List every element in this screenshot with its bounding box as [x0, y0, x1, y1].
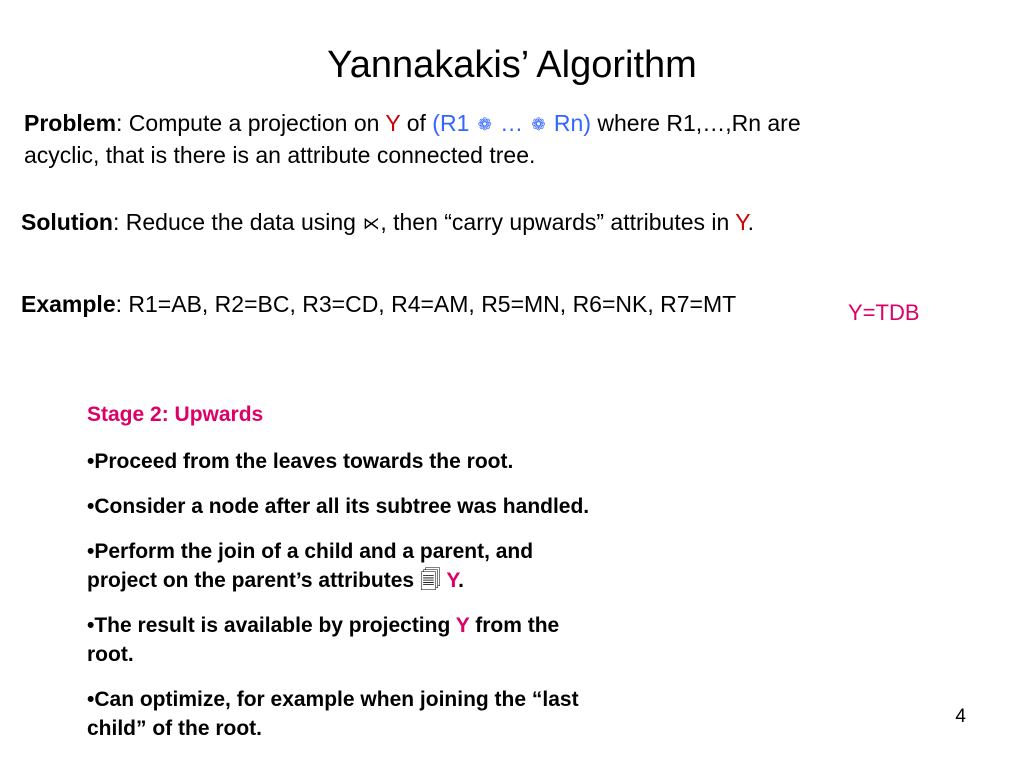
stage-heading: Stage 2: Upwards: [87, 403, 264, 426]
solution-label: Solution: [21, 209, 113, 235]
bullet-leaves: •Proceed from the leaves towards the root.: [87, 450, 514, 473]
bullet-optimize-line-2: child” of the root.: [87, 717, 262, 740]
bullet-optimize-line-1: •Can optimize, for example when joining the “last: [87, 688, 579, 711]
bullet-result-line-2: root.: [87, 643, 134, 666]
join-icon: ❁: [531, 115, 546, 134]
page-number: 4: [955, 706, 966, 727]
bullet-result-text-2: from the: [469, 614, 560, 637]
problem-label: Problem: [24, 110, 117, 136]
problem-line-1: [24, 108, 801, 140]
bullet-subtree: •Consider a node after all its subtree was handled.: [87, 495, 590, 518]
join-icon: ❁: [477, 115, 492, 134]
example-label: Example: [21, 291, 116, 317]
relation-rn: Rn): [547, 110, 591, 136]
solution-y: Y: [735, 209, 748, 235]
bullet-result-line-1: [87, 611, 727, 640]
example-text: : R1=AB, R2=BC, R3=CD, R4=AM, R5=MN, R6=NK, R7=MT: [115, 291, 737, 317]
bullet-join-text: project on the parent’s attributes: [87, 569, 420, 592]
example-y-value: Y=TDB: [848, 300, 920, 325]
relation-ellipsis: …: [493, 110, 530, 136]
semijoin-icon: ⋉: [362, 214, 380, 233]
bullet-result-y: Y: [455, 614, 470, 637]
bullet-join: [87, 537, 727, 595]
problem-where: where R1,…,Rn are: [590, 110, 801, 136]
bullet-join-line-1: •Perform the join of a child and a parent, and: [87, 540, 534, 563]
relation-expression: [432, 110, 591, 136]
problem-line-2: acyclic, that is there is an attribute connected tree.: [24, 142, 536, 168]
problem-text: : Compute a projection on: [116, 110, 386, 136]
subset-icon: 🗐: [419, 569, 441, 592]
bullet-join-period: .: [458, 569, 464, 592]
problem-y: Y: [385, 110, 401, 136]
bullet-optimize: [87, 685, 727, 743]
bullet-join-y: Y: [446, 569, 459, 592]
example-paragraph: [21, 289, 736, 320]
relation-r1: (R1: [432, 110, 476, 136]
bullet-join-line-2: [87, 566, 727, 595]
solution-text-2: , then “carry upwards” attributes in: [380, 209, 736, 235]
slide-title: Yannakakis’ Algorithm: [327, 44, 697, 86]
bullet-result: [87, 611, 727, 669]
solution-period: .: [747, 209, 755, 235]
stage-2-block: [87, 400, 727, 743]
solution-paragraph: [21, 207, 754, 239]
bullet-result-text: •The result is available by projecting: [87, 614, 456, 637]
problem-of: of: [400, 110, 433, 136]
problem-paragraph: [24, 108, 801, 171]
solution-text: : Reduce the data using: [112, 209, 363, 235]
